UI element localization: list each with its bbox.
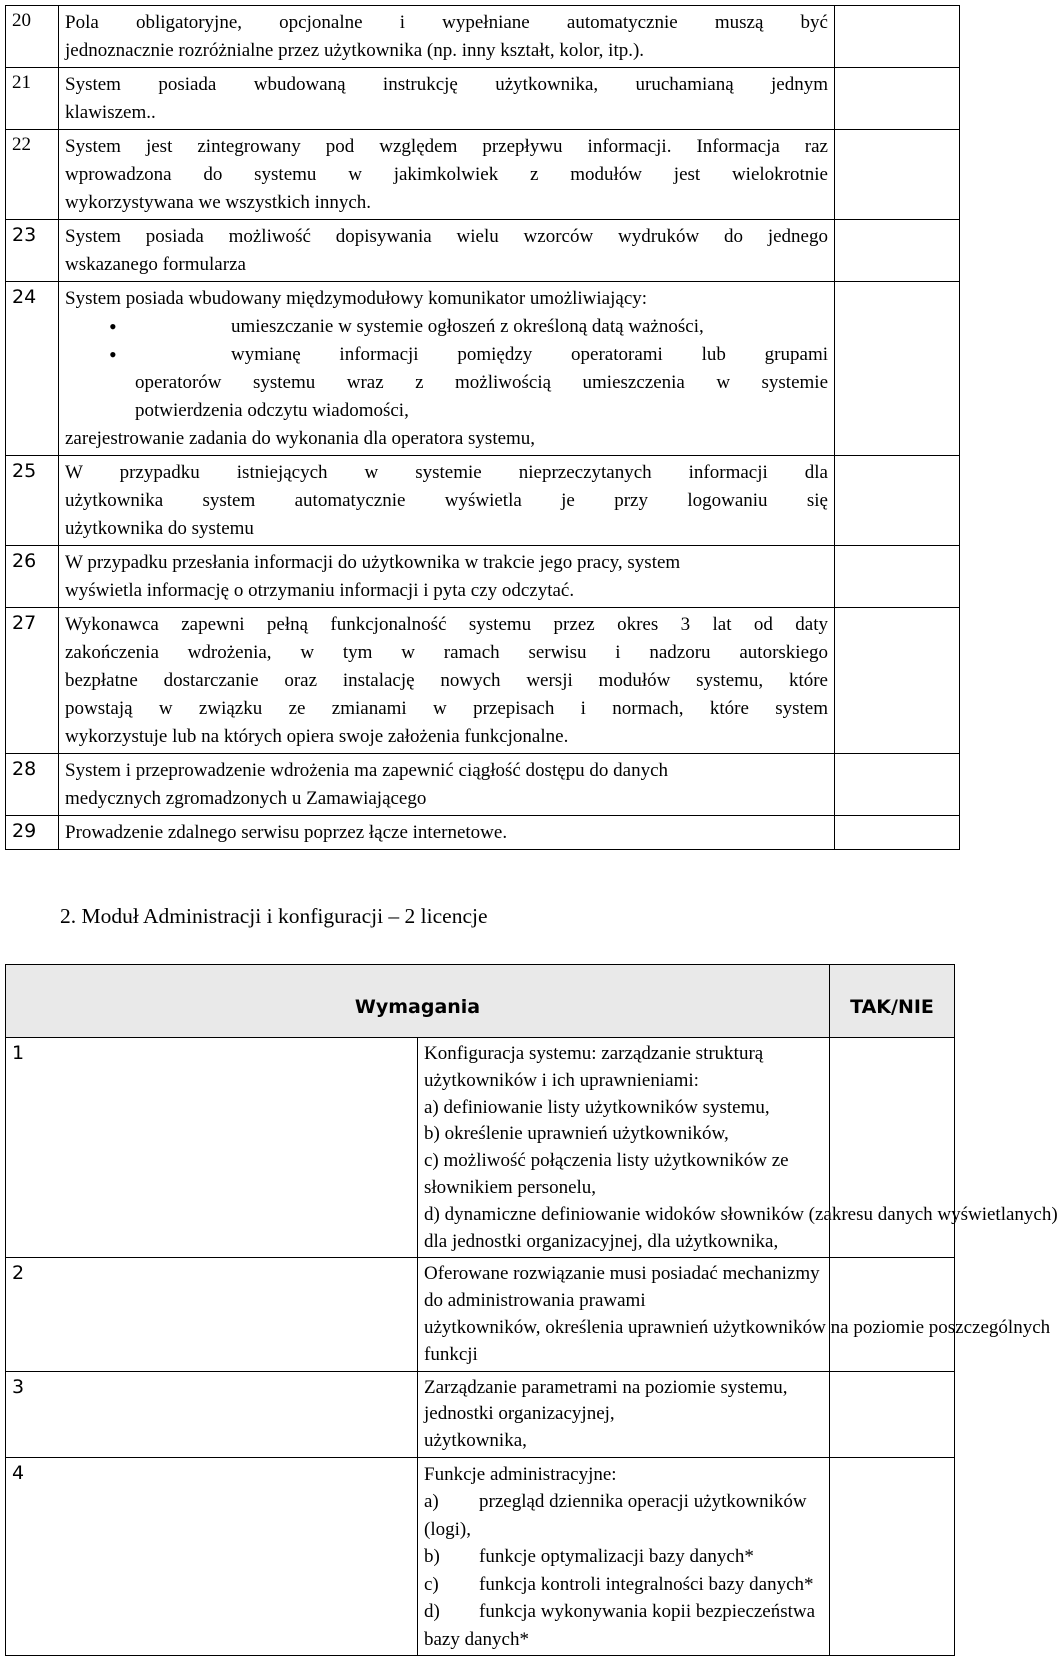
yes-no-cell[interactable]	[835, 220, 960, 282]
table-row	[6, 6, 960, 68]
bullet-item: • wymianę informacji pomiędzy operatorami lub grupami	[65, 341, 828, 369]
yes-no-cell[interactable]	[830, 1371, 955, 1457]
row-text: Konfiguracja systemu: zarządzanie strukturą użytkowników i ich uprawnieniami: a) definiowanie listy użytkowników systemu, b) określenie uprawnień użytkowników, c) możliwość połączenia listy użytkowników ze słownikiem personelu, d) dynamiczne definiowanie widoków słowników (zakresu danych wyświetlanych) dla jednostki organizacyjnej, dla użytkownika,	[418, 1038, 830, 1258]
row-text: System i przeprowadzenie wdrożenia ma zapewnić ciągłość dostępu do danych medycznych zgromadzonych u Zamawiającego	[59, 754, 835, 816]
yes-no-cell[interactable]	[835, 456, 960, 546]
bullet-item: • umieszczanie w systemie ogłoszeń z określoną datą ważności,	[65, 313, 828, 341]
row-number: 2	[6, 1258, 418, 1371]
header-yes-no: TAK/NIE	[830, 965, 955, 1038]
list-item: a) przegląd dziennika operacji użytkowników (logi),	[424, 1491, 807, 1540]
row-text: System posiada możliwość dopisywania wielu wzorców wydruków do jednego wskazanego formularza	[59, 220, 835, 282]
row-text: Oferowane rozwiązanie musi posiadać mechanizmy do administrowania prawami użytkowników, określenia uprawnień użytkowników na poziomie poszczególnych funkcji	[418, 1258, 830, 1371]
yes-no-cell[interactable]	[835, 130, 960, 220]
table-row	[6, 130, 960, 220]
yes-no-cell[interactable]	[835, 282, 960, 456]
row-number: 3	[6, 1371, 418, 1457]
yes-no-cell[interactable]	[830, 1457, 955, 1656]
yes-no-cell[interactable]	[835, 6, 960, 68]
table-row	[6, 220, 960, 282]
row-text: W przypadku istniejących w systemie nieprzeczytanych informacji dla użytkownika system automatycznie wyświetla je przy logowaniu się użytkownika do systemu	[59, 456, 835, 546]
row-number: 22	[6, 130, 59, 220]
yes-no-cell[interactable]	[835, 68, 960, 130]
yes-no-cell[interactable]	[835, 608, 960, 754]
list-item: b) funkcje optymalizacji bazy danych*	[424, 1546, 754, 1568]
row-number: 24	[6, 282, 59, 456]
table-header-row	[6, 965, 955, 1038]
section-heading: 2. Moduł Administracji i konfiguracji – 2 licencje	[60, 904, 488, 928]
yes-no-cell[interactable]	[835, 816, 960, 850]
table-row	[6, 816, 960, 850]
table-row	[6, 68, 960, 130]
row-number: 25	[6, 456, 59, 546]
table-row	[6, 754, 960, 816]
yes-no-cell[interactable]	[830, 1258, 955, 1371]
row-text: Zarządzanie parametrami na poziomie systemu, jednostki organizacyjnej, użytkownika,	[418, 1371, 830, 1457]
row-text: Prowadzenie zdalnego serwisu poprzez łącze internetowe.	[59, 816, 835, 850]
row-text: Funkcje administracyjne: a) przegląd dziennika operacji użytkowników (logi), b) funkcje optymalizacji bazy danych* c) funkcja kontroli integralności bazy danych* d) funkcja wykonywania kopii bezpieczeństwa bazy danych*	[418, 1457, 830, 1656]
table-row	[6, 608, 960, 754]
requirements-table-continued	[5, 5, 960, 850]
table-row	[6, 1258, 955, 1371]
admin-module-requirements-table	[5, 964, 1058, 1656]
row-number: 29	[6, 816, 59, 850]
row-text: Pola obligatoryjne, opcjonalne i wypełniane automatycznie muszą być jednoznacznie rozróżnialne przez użytkownika (np. inny kształt, kolor, itp.).	[59, 6, 835, 68]
table-row	[6, 1457, 955, 1656]
list-item: c) funkcja kontroli integralności bazy danych*	[424, 1573, 814, 1595]
row-text: System posiada wbudowany międzymodułowy komunikator umożliwiający: • umieszczanie w systemie ogłoszeń z określoną datą ważności, • wymianę informacji pomiędzy operatorami lub grupami operatorów systemu wraz z możliwością umieszczenia w systemie potwierdzenia odczytu wiadomości, zarejestrowanie zadania do wykonania dla operatora systemu,	[59, 282, 835, 456]
row-number: 27	[6, 608, 59, 754]
row-number: 26	[6, 546, 59, 608]
row-number: 4	[6, 1457, 418, 1656]
row-text: W przypadku przesłania informacji do użytkownika w trakcie jego pracy, system wyświetla informację o otrzymaniu informacji i pyta czy odczytać.	[59, 546, 835, 608]
yes-no-cell[interactable]	[835, 546, 960, 608]
row-text: System jest zintegrowany pod względem przepływu informacji. Informacja raz wprowadzona do systemu w jakimkolwiek z modułów jest wielokrotnie wykorzystywana we wszystkich innych.	[59, 130, 835, 220]
row-number: 20	[6, 6, 59, 68]
table-row	[6, 456, 960, 546]
table-row	[6, 1038, 955, 1258]
table-row	[6, 1371, 955, 1457]
yes-no-cell[interactable]	[835, 754, 960, 816]
row-text: Wykonawca zapewni pełną funkcjonalność systemu przez okres 3 lat od daty zakończenia wdrożenia, w tym w ramach serwisu i nadzoru autorskiego bezpłatne dostarczanie oraz instalację nowych wersji modułów systemu, które powstają w związku ze zmianami w przepisach i normach, które system wykorzystuje lub na których opiera swoje założenia funkcjonalne.	[59, 608, 835, 754]
header-requirements: Wymagania	[6, 965, 830, 1038]
row-number: 1	[6, 1038, 418, 1258]
table-row	[6, 282, 960, 456]
row-text: System posiada wbudowaną instrukcję użytkownika, uruchamianą jednym klawiszem..	[59, 68, 835, 130]
list-item: d) funkcja wykonywania kopii bezpieczeństwa bazy danych*	[424, 1601, 816, 1650]
table-row	[6, 546, 960, 608]
row-number: 23	[6, 220, 59, 282]
row-number: 21	[6, 68, 59, 130]
row-number: 28	[6, 754, 59, 816]
